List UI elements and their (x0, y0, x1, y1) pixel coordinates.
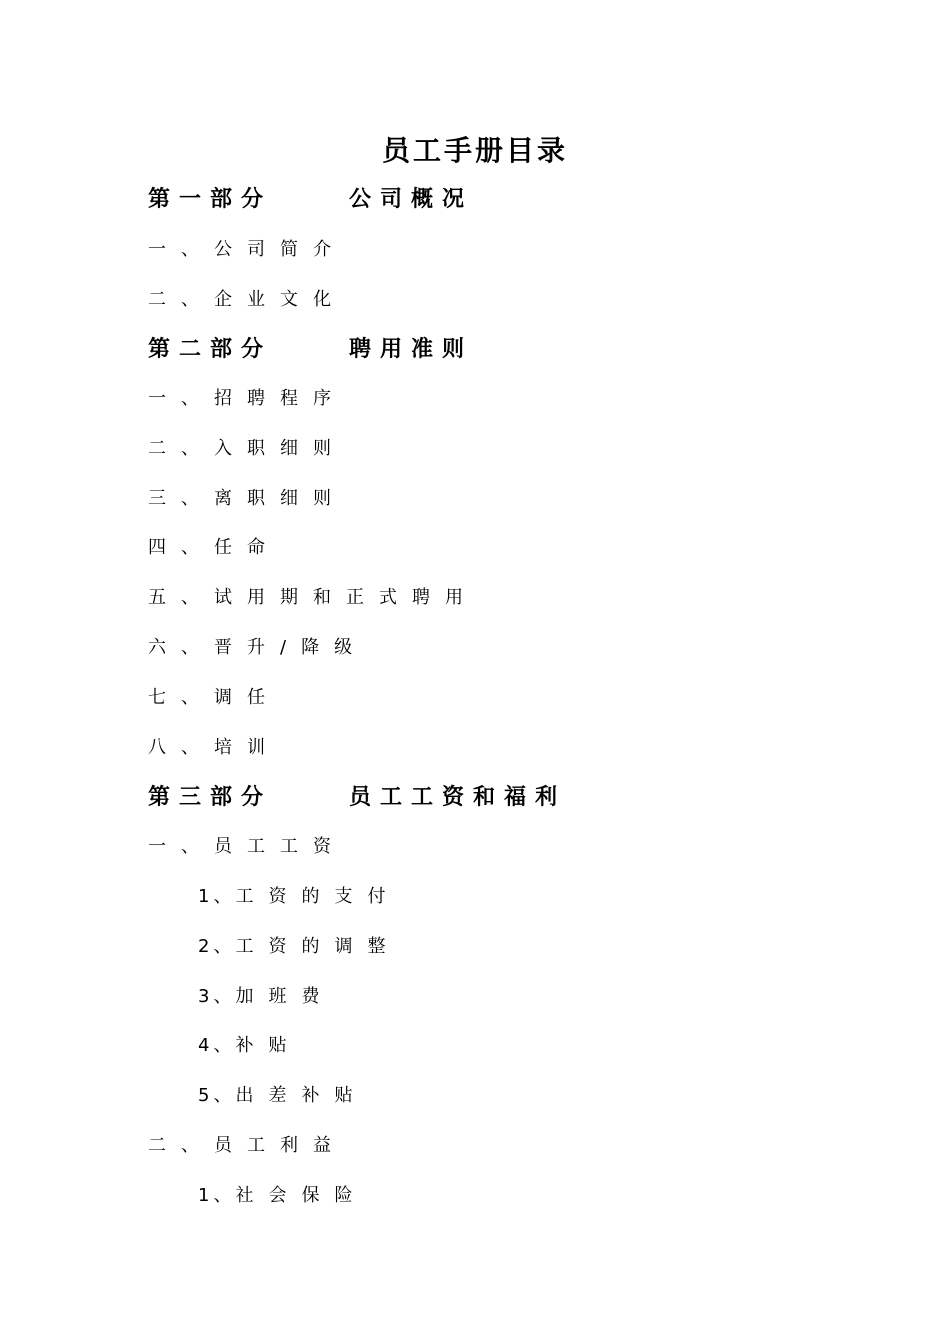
toc-item: 四、任命 (148, 537, 280, 558)
toc-item: 八、培训 (148, 737, 280, 758)
toc-item: 五、试用期和正式聘用 (148, 587, 478, 608)
subitem-number: 2、 (198, 936, 236, 957)
subitem-text: 加班费 (235, 986, 335, 1007)
toc-item: 一、员工工资 (148, 836, 346, 857)
toc-item: 一、公司简介 (148, 239, 346, 260)
subitem-text: 补贴 (235, 1035, 302, 1056)
subitem-text: 工资的支付 (235, 886, 401, 907)
section-number: 第三部分 (148, 785, 273, 810)
subitem-text: 出差补贴 (235, 1085, 368, 1106)
toc-item: 六、晋升/降级 (148, 637, 368, 658)
section-title: 聘用准则 (349, 337, 474, 362)
section-number: 第一部分 (148, 187, 273, 212)
toc-item: 二、入职细则 (148, 438, 346, 459)
section-title: 员工工资和福利 (349, 785, 567, 810)
subitem-text: 工资的调整 (235, 936, 401, 957)
section-title: 公司概况 (349, 187, 474, 212)
toc-subitem (198, 1181, 367, 1211)
section-heading-part2 (148, 335, 473, 365)
toc-item: 一、招聘程序 (148, 388, 346, 409)
section-number: 第二部分 (148, 337, 273, 362)
subitem-number: 5、 (198, 1085, 236, 1106)
toc-subitem (198, 1031, 301, 1061)
document-title: 员工手册目录 (381, 134, 568, 167)
toc-item: 三、离职细则 (148, 488, 346, 509)
subitem-number: 1、 (198, 1185, 236, 1206)
toc-item: 二、员工利益 (148, 1135, 346, 1156)
subitem-number: 4、 (198, 1035, 236, 1056)
subitem-text: 社会保险 (235, 1185, 368, 1206)
subitem-number: 3、 (198, 986, 236, 1007)
subitem-number: 1、 (198, 886, 236, 907)
toc-item: 七、调任 (148, 687, 280, 708)
toc-item: 二、企业文化 (148, 289, 346, 310)
toc-subitem (198, 982, 334, 1012)
section-heading-part1 (148, 185, 473, 215)
toc-subitem (198, 932, 400, 962)
toc-subitem (198, 1081, 367, 1111)
toc-subitem (198, 882, 400, 912)
section-heading-part3 (148, 783, 566, 813)
